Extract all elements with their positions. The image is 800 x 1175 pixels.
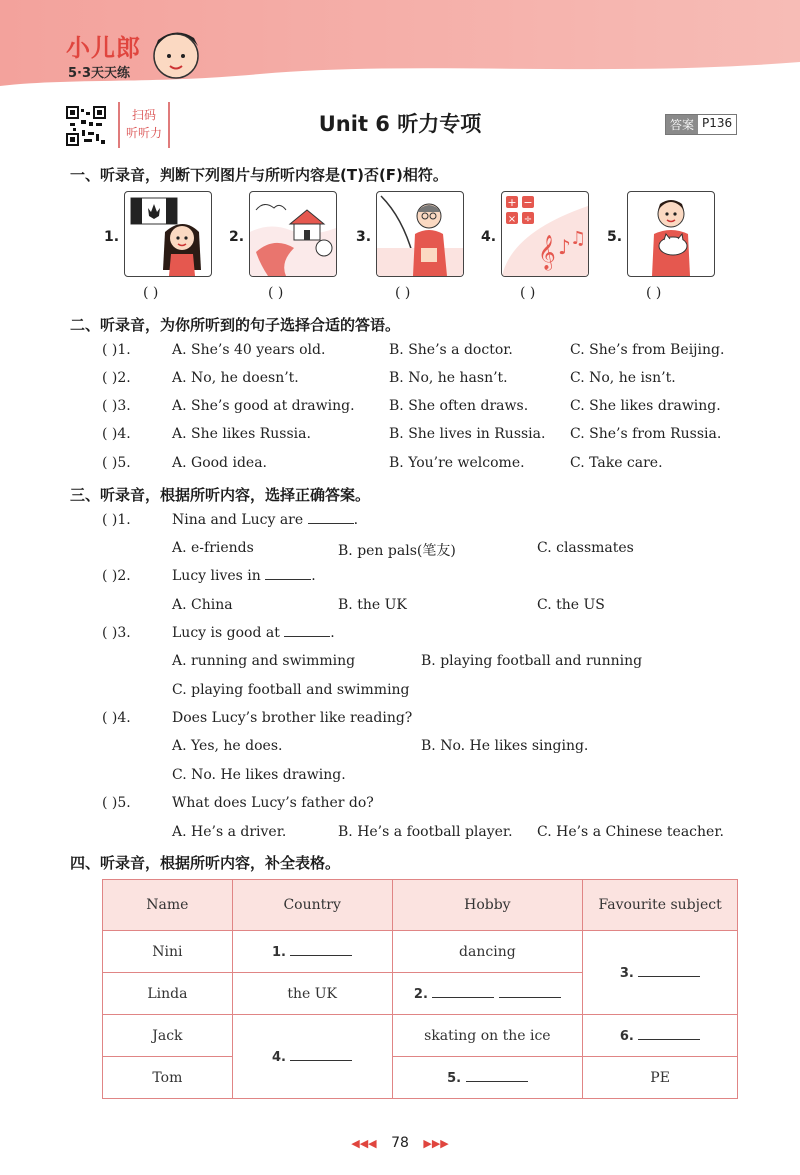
hobby-jack: skating on the ice [392,1015,583,1057]
country-nini-cell [232,931,392,973]
table-row [103,1057,738,1099]
s3-q2-stem: Lucy lives in . [172,568,316,584]
name-linda: Linda [103,973,233,1015]
s3-q3-stem-text: Lucy is good at [172,625,280,641]
picture-5-number: 5. [607,229,623,245]
subject-nini-linda-cell [583,931,738,1015]
s2-q5-number[interactable]: ( )5. [102,455,131,471]
s2-q3-option-a: A. She’s good at drawing. [172,398,355,414]
man-fishing-icon [376,191,464,277]
name-nini: Nini [103,931,233,973]
s3-q3-option-a: A. running and swimming [172,653,356,669]
s3-q4-option-c: C. No. He likes drawing. [172,767,346,783]
country-linda: the UK [232,973,392,1015]
svg-text:×: × [507,214,517,225]
blank-3-label: 3. [619,965,634,981]
s2-q5-option-a: A. Good idea. [172,455,267,471]
info-table [102,879,738,1099]
boy-holding-cat-icon [627,191,715,277]
svg-text:𝄞: 𝄞 [538,235,556,270]
s3-q1-number[interactable]: ( )1. [102,512,131,528]
hobby-linda-cell [392,973,583,1015]
subject-jack-cell [583,1015,738,1057]
s3-q3-stem: Lucy is good at . [172,625,335,641]
s2-q3-number[interactable]: ( )3. [102,398,131,414]
s2-q1-number[interactable]: ( )1. [102,342,131,358]
s2-q3-option-c: C. She likes drawing. [570,398,721,414]
s2-q3-option-b: B. She often draws. [389,398,529,414]
house-by-river-icon [249,191,337,277]
left-arrows-icon: ◀◀◀ [351,1137,377,1150]
country-jack-tom-cell [232,1015,392,1099]
picture-4-number: 4. [481,229,497,245]
s3-q5-option-b: B. He’s a football player. [338,824,513,840]
s2-q2-option-c: C. No, he isn’t. [570,370,676,386]
picture-2-number: 2. [229,229,245,245]
s2-q4-number[interactable]: ( )4. [102,426,131,442]
s3-q5-number[interactable]: ( )5. [102,795,131,811]
picture-1-answer-box[interactable]: ( ) [143,285,159,301]
math-and-music-symbols-icon [501,191,589,277]
svg-text:÷: ÷ [523,214,533,225]
brand-logo: 小儿郎 [66,34,141,62]
svg-text:♪: ♪ [558,235,571,259]
s3-q4-number[interactable]: ( )4. [102,710,131,726]
s3-q5-option-a: A. He’s a driver. [172,824,287,840]
subject-tom: PE [583,1057,738,1099]
s3-q2-number[interactable]: ( )2. [102,568,131,584]
picture-2-answer-box[interactable]: ( ) [268,285,284,301]
girl-with-canada-flag-icon [124,191,212,277]
page-footer [0,1135,800,1151]
section-2-title: 二、听录音，为你所听到的句子选择合适的答语。 [70,316,401,334]
s2-q5-option-b: B. You’re welcome. [389,455,525,471]
name-tom: Tom [103,1057,233,1099]
name-jack: Jack [103,1015,233,1057]
blank-2-label: 2. [413,986,428,1002]
blank-3-input[interactable] [638,976,700,977]
section-3-title: 三、听录音，根据所听内容，选择正确答案。 [70,486,371,504]
s2-q1-option-c: C. She’s from Beijing. [570,342,725,358]
s2-q4-option-b: B. She lives in Russia. [389,426,546,442]
page-number: 78 [391,1135,409,1151]
s3-q1-option-a: A. e-friends [172,540,254,556]
blank-6-input[interactable] [638,1039,700,1040]
s3-q2-option-b: B. the UK [338,597,407,613]
s3-q3-option-c: C. playing football and swimming [172,682,410,698]
s3-q4-option-b: B. No. He likes singing. [421,738,589,754]
blank-5-input[interactable] [466,1081,528,1082]
blank-2b-input[interactable] [499,997,561,998]
s2-q1-option-a: A. She’s 40 years old. [172,342,326,358]
section-4-title: 四、听录音，根据所听内容，补全表格。 [70,854,341,872]
picture-3-number: 3. [356,229,372,245]
blank-5-label: 5. [447,1070,462,1086]
s3-q2-blank[interactable] [265,579,311,580]
page-title: Unit 6 听力专项 [318,112,482,136]
s3-q5-option-c: C. He’s a Chinese teacher. [537,824,724,840]
blank-6-label: 6. [619,1028,634,1044]
s3-q3-option-b: B. playing football and running [421,653,643,669]
svg-text:♫: ♫ [570,228,587,249]
header-name: Name [103,880,233,931]
s2-q4-option-a: A. She likes Russia. [172,426,311,442]
svg-text:+: + [507,196,517,209]
answer-label: 答案 [666,115,698,134]
blank-4-label: 4. [271,1049,286,1065]
s3-q4-option-a: A. Yes, he does. [172,738,283,754]
header-country: Country [232,880,392,931]
s2-q2-option-b: B. No, he hasn’t. [389,370,508,386]
header-hobby: Hobby [392,880,583,931]
answer-reference[interactable] [665,114,737,135]
blank-2a-input[interactable] [432,997,494,998]
table-header-row [103,880,738,931]
table-row [103,1015,738,1057]
scan-line-1: 扫码 [131,108,156,122]
header-favourite-subject: Favourite subject [583,880,738,931]
s3-q4-stem: Does Lucy’s brother like reading? [172,710,413,726]
picture-4-answer-box[interactable]: ( ) [520,285,536,301]
s2-q5-option-c: C. Take care. [570,455,663,471]
s2-q1-option-b: B. She’s a doctor. [389,342,513,358]
blank-4-input[interactable] [290,1060,352,1061]
blank-1-label: 1. [271,944,286,960]
svg-text:−: − [523,196,533,209]
s3-q5-stem: What does Lucy’s father do? [172,795,374,811]
hobby-tom-cell [392,1057,583,1099]
picture-1-number: 1. [104,229,120,245]
section-1-title: 一、听录音，判断下列图片与所听内容是(T)否(F)相符。 [70,166,448,184]
hobby-nini: dancing [392,931,583,973]
scan-line-2: 听听力 [125,126,162,140]
s3-q3-number[interactable]: ( )3. [102,625,131,641]
s3-q2-option-a: A. China [172,597,233,613]
s3-q1-stem: Nina and Lucy are . [172,512,359,528]
s3-q2-option-c: C. the US [537,597,605,613]
s3-q1-stem-text: Nina and Lucy are [172,512,304,528]
picture-5-answer-box[interactable]: ( ) [646,285,662,301]
picture-3-answer-box[interactable]: ( ) [395,285,411,301]
table-row [103,931,738,973]
blank-1-input[interactable] [290,955,352,956]
s3-q2-stem-text: Lucy lives in [172,568,261,584]
s3-q1-blank[interactable] [308,523,354,524]
s3-q1-option-c: C. classmates [537,540,634,556]
brand-subtitle: 5·3天天练 [68,66,131,81]
right-arrows-icon: ▶▶▶ [423,1137,449,1150]
s3-q1-option-b: B. pen pals(笔友) [338,543,456,559]
s2-q4-option-c: C. She’s from Russia. [570,426,722,442]
s2-q2-number[interactable]: ( )2. [102,370,131,386]
s2-q2-option-a: A. No, he doesn’t. [172,370,299,386]
answer-page: P136 [702,116,733,130]
s3-q3-blank[interactable] [284,636,330,637]
